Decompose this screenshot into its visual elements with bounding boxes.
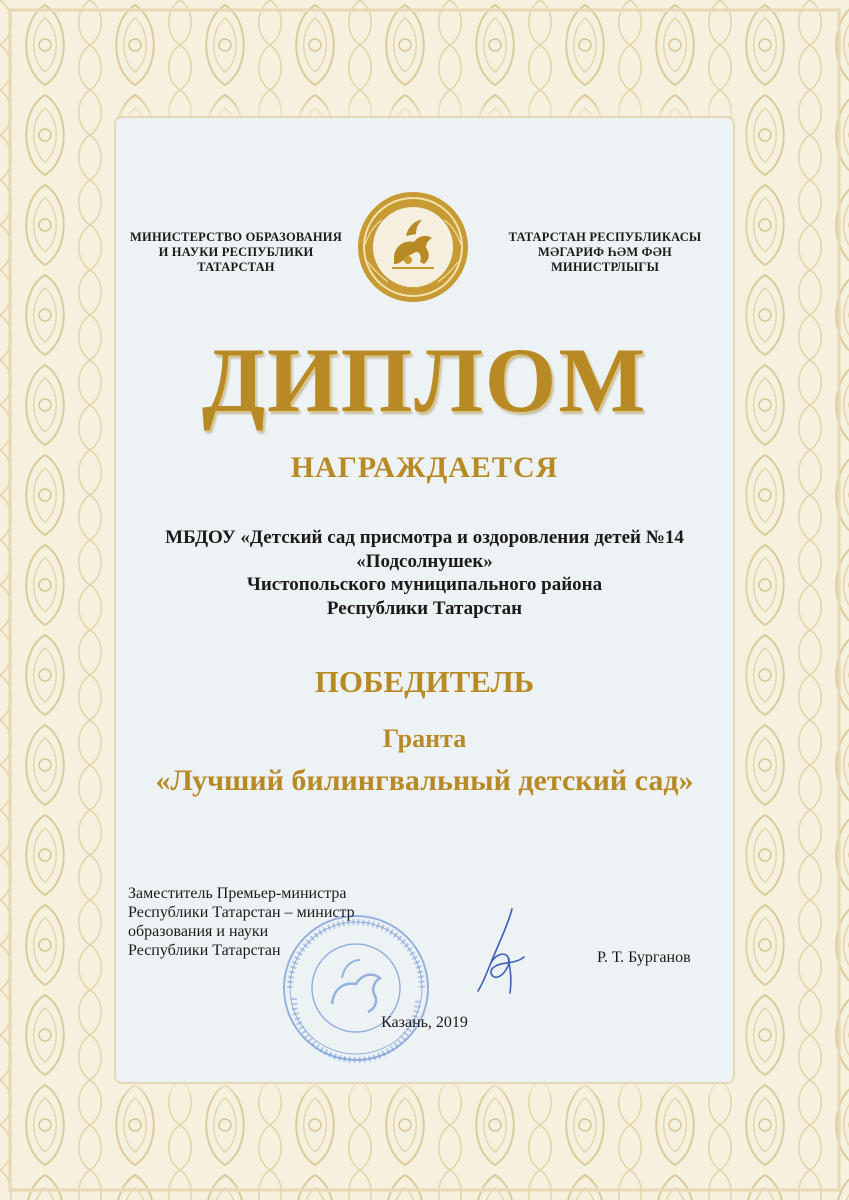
signatory-position (128, 884, 355, 960)
tatarstan-emblem-icon (356, 190, 470, 304)
position-line: Республики Татарстан – министр (128, 904, 355, 921)
signatory-name: Р. Т. Бурганов (597, 949, 691, 966)
ministry-ru-line: ТАТАРСТАН (197, 260, 275, 274)
ministry-name-ru (112, 230, 360, 275)
ministry-tt-line: МӘГАРИФ ҺӘМ ФӘН (538, 245, 672, 259)
place-and-date: Казань, 2019 (381, 1014, 468, 1031)
recipient-line: Республики Татарстан (326, 597, 523, 619)
handwritten-signature-icon (468, 905, 538, 997)
awarded-heading: НАГРАЖДАЕТСЯ (290, 451, 559, 484)
ministry-tt-line: МИНИСТРЛЫГЫ (550, 260, 660, 274)
ministry-name-tt (490, 230, 720, 275)
winner-heading: ПОБЕДИТЕЛЬ (314, 664, 535, 699)
ministry-ru-line: МИНИСТЕРСТВО ОБРАЗОВАНИЯ (130, 230, 342, 244)
grant-label: Гранта (382, 724, 467, 753)
diploma-title: ДИПЛОМ (201, 329, 648, 431)
position-line: Заместитель Премьер-министра (128, 885, 347, 902)
grant-name: «Лучший билингвальный детский сад» (155, 764, 694, 797)
ministry-ru-line: И НАУКИ РЕСПУБЛИКИ (158, 245, 314, 259)
emblem-label: ТАТАРСТАН (386, 271, 440, 290)
recipient-line: МБДОУ «Детский сад присмотра и оздоровления детей №14 (165, 527, 684, 548)
position-line: образования и науки (128, 923, 269, 940)
position-line: Республики Татарстан (128, 942, 281, 959)
recipient-line: «Подсолнушек» (356, 550, 493, 572)
recipient-block (0, 526, 849, 620)
ministry-tt-line: ТАТАРСТАН РЕСПУБЛИКАСЫ (508, 230, 702, 244)
recipient-line: Чистопольского муниципального района (246, 574, 603, 595)
